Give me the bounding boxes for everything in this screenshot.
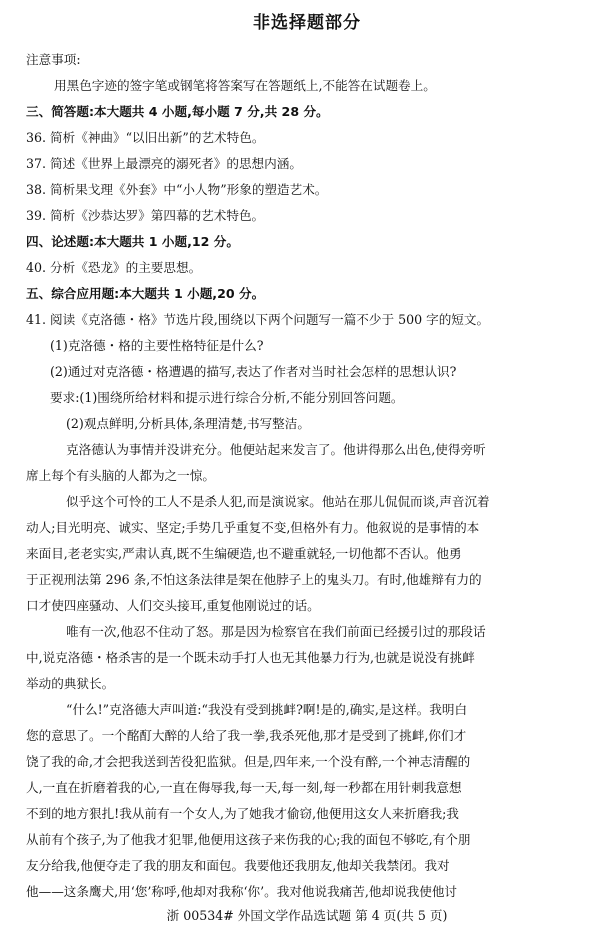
question-38: 38. 简析果戈理《外套》中“小人物”形象的塑造艺术。	[26, 182, 328, 197]
question-41-part-1: (1)克洛德・格的主要性格特征是什么?	[50, 338, 264, 353]
notice-body: 用黑色字迹的签字笔或钢笔将答案写在答题纸上,不能答在试题卷上。	[54, 78, 436, 93]
passage-line: 中,说克洛德・格杀害的是一个既未动手打人也无其他暴力行为,也就是说没有挑衅	[26, 650, 475, 665]
passage-line: 举动的典狱长。	[26, 676, 115, 691]
passage-line: “什么!”克洛德大声叫道:“我没有受到挑衅?啊!是的,确实,是这样。我明白	[66, 702, 468, 717]
section-4-heading: 四、论述题:本大题共 1 小题,12 分。	[26, 234, 239, 249]
passage-line: 人,一直在折磨着我的心,一直在侮辱我,每一天,每一刻,每一秒都在用针刺我意想	[26, 780, 462, 795]
section-3-heading: 三、简答题:本大题共 4 小题,每小题 7 分,共 28 分。	[26, 104, 329, 119]
question-37: 37. 简述《世界上最漂亮的溺死者》的思想内涵。	[26, 156, 302, 171]
question-40: 40. 分析《恐龙》的主要思想。	[26, 260, 202, 275]
question-41: 41. 阅读《克洛德・格》节选片段,围绕以下两个问题写一篇不少于 500 字的短文。	[26, 312, 490, 327]
requirement-1: 要求:(1)围绕所给材料和提示进行综合分析,不能分别回答问题。	[50, 390, 404, 405]
question-39: 39. 简析《沙恭达罗》第四幕的艺术特色。	[26, 208, 265, 223]
section-5-heading: 五、综合应用题:本大题共 1 小题,20 分。	[26, 286, 265, 301]
question-41-part-2: (2)通过对克洛德・格遭遇的描写,表达了作者对当时社会怎样的思想认识?	[50, 364, 457, 379]
passage-line: 于正视刑法第 296 条,不怕这条法律是架在他脖子上的鬼头刀。有时,他雄辩有力的	[26, 572, 482, 587]
page-footer: 浙 00534# 外国文学作品选试题 第 4 页(共 5 页)	[166, 908, 448, 923]
passage-line: 友分给我,他便夺走了我的朋友和面包。我要他还我朋友,他却关我禁闭。我对	[26, 858, 450, 873]
passage-line: 似乎这个可怜的工人不是杀人犯,而是演说家。他站在那儿侃侃而谈,声音沉着	[66, 494, 490, 509]
notice-heading: 注意事项:	[26, 52, 81, 67]
passage-line: 唯有一次,他忍不住动了怒。那是因为检察官在我们前面已经援引过的那段话	[66, 624, 486, 639]
passage-line: 席上每个有头脑的人都为之一惊。	[26, 468, 215, 483]
passage-line: 来面目,老老实实,严肃认真,既不生编硬造,也不避重就轻,一切他都不否认。他勇	[26, 546, 462, 561]
question-36: 36. 简析《神曲》“以旧出新”的艺术特色。	[26, 130, 265, 145]
passage-line: 您的意思了。一个酩酊大醉的人给了我一拳,我杀死他,那才是受到了挑衅,你们才	[26, 728, 467, 743]
passage-line: 口才使四座骚动、人们交头接耳,重复他刚说过的话。	[26, 598, 320, 613]
reading-passage	[26, 437, 588, 905]
page-title: 非选择题部分	[253, 13, 361, 33]
passage-line: 克洛德认为事情并没讲充分。他便站起来发言了。他讲得那么出色,使得旁听	[66, 442, 486, 457]
passage-line: 不到的地方狠扎!我从前有一个女人,为了她我才偷窃,他便用这女人来折磨我;我	[26, 806, 459, 821]
passage-line: 饶了我的命,才会把我送到苦役犯监狱。但是,四年来,一个没有醉,一个神志清醒的	[26, 754, 471, 769]
passage-line: 从前有个孩子,为了他我才犯罪,他便用这孩子来伤我的心;我的面包不够吃,有个朋	[26, 832, 471, 847]
passage-line: 他——这条鹰犬,用‘您’称呼,他却对我称‘你’。我对他说我痛苦,他却说我使他讨	[26, 884, 458, 899]
requirement-2: (2)观点鲜明,分析具体,条理清楚,书写整洁。	[66, 416, 310, 431]
passage-line: 动人;目光明亮、诚实、坚定;手势几乎重复不变,但格外有力。他叙说的是事情的本	[26, 520, 480, 535]
